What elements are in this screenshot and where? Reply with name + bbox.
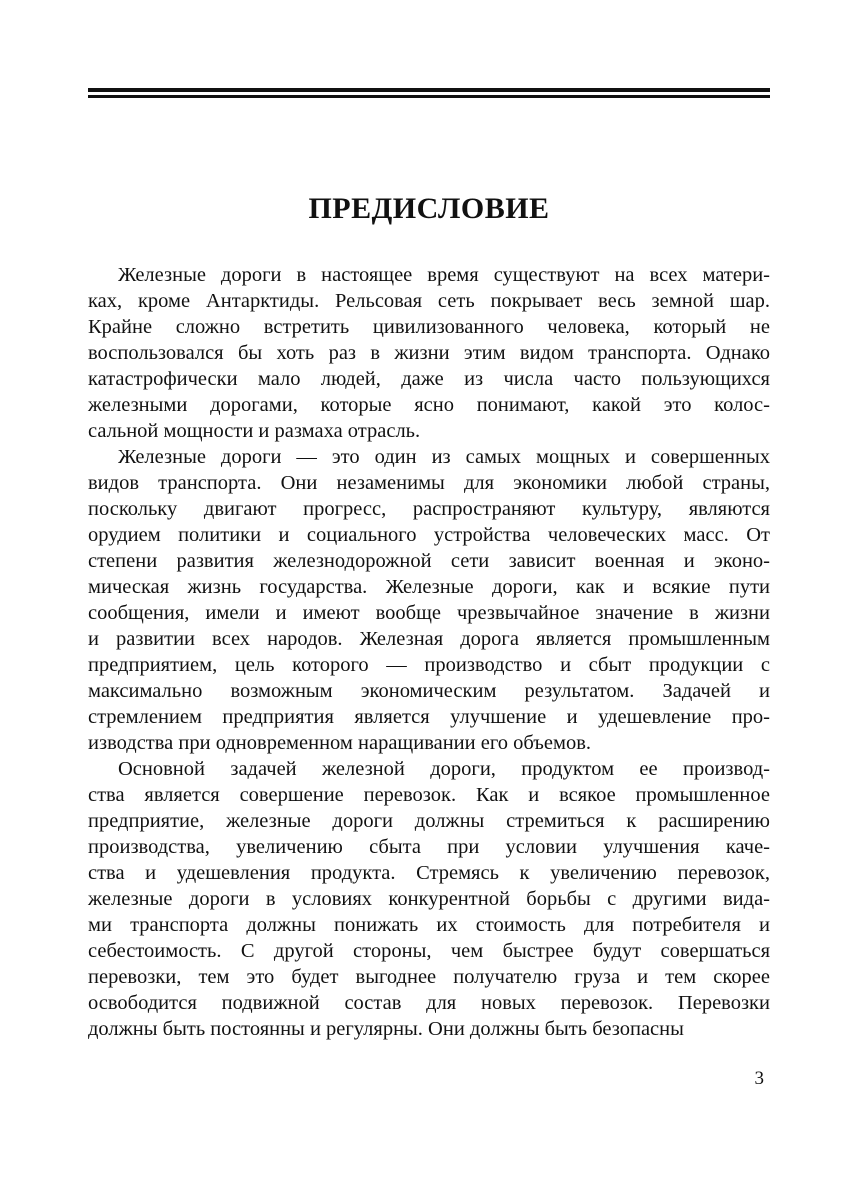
text-line: максимально возможным экономическим результатом. Задачей и: [88, 680, 770, 702]
page-number: 3: [754, 1068, 764, 1089]
page-body: [88, 262, 770, 1042]
text-line: предприятием, цель которого — производство и сбыт продукции с: [88, 654, 770, 676]
text-line: ми транспорта должны понижать их стоимость для потребителя и: [88, 914, 770, 936]
paragraph: [88, 756, 770, 1042]
text-line: Железные дороги в настоящее время существуют на всех матери-: [118, 264, 770, 286]
text-line: Железные дороги — это один из самых мощных и совершенных: [118, 446, 770, 468]
text-line: стремлением предприятия является улучшение и удешевление про-: [88, 706, 770, 728]
text-line: Основной задачей железной дороги, продуктом ее производ-: [118, 758, 770, 780]
text-line: ства является совершение перевозок. Как и всякое промышленное: [88, 784, 770, 806]
text-line: предприятие, железные дороги должны стремиться к расширению: [88, 810, 770, 832]
text-line: видов транспорта. Они незаменимы для экономики любой страны,: [88, 472, 770, 494]
text-line: степени развития железнодорожной сети зависит военная и эконо-: [88, 550, 770, 572]
page-title: ПРЕДИСЛОВИЕ: [308, 192, 550, 225]
top-rule: [88, 88, 770, 98]
text-line: поскольку двигают прогресс, распространяют культуру, являются: [88, 498, 770, 520]
text-line: железными дорогами, которые ясно понимают, какой это колос-: [88, 394, 770, 416]
text-line: освободится подвижной состав для новых перевозок. Перевозки: [88, 992, 770, 1014]
text-line: мическая жизнь государства. Железные дороги, как и всякие пути: [88, 576, 770, 598]
text-line: должны быть постоянны и регулярны. Они должны быть безопасны: [88, 1018, 684, 1040]
text-line: железные дороги в условиях конкурентной борьбы с другими вида-: [88, 888, 770, 910]
paragraph: [88, 262, 770, 444]
text-line: сальной мощности и размаха отрасль.: [88, 420, 421, 442]
text-line: себестоимость. С другой стороны, чем быстрее будут совершаться: [88, 940, 770, 962]
text-line: воспользовался бы хоть раз в жизни этим видом транспорта. Однако: [88, 342, 770, 364]
text-line: Крайне сложно встретить цивилизованного человека, который не: [88, 316, 770, 338]
text-line: производства, увеличению сбыта при условии улучшения каче-: [88, 836, 770, 858]
paragraph: [88, 444, 770, 756]
text-line: ках, кроме Антарктиды. Рельсовая сеть покрывает весь земной шар.: [88, 290, 770, 312]
text-line: перевозки, тем это будет выгоднее получателю груза и тем скорее: [88, 966, 770, 988]
text-line: катастрофически мало людей, даже из числа часто пользующихся: [88, 368, 770, 390]
text-line: орудием политики и социального устройства человеческих масс. От: [88, 524, 770, 546]
text-line: сообщения, имели и имеют вообще чрезвычайное значение в жизни: [88, 602, 770, 624]
text-line: изводства при одновременном наращивании его объемов.: [88, 732, 592, 754]
text-line: и развитии всех народов. Железная дорога является промышленным: [88, 628, 770, 650]
text-line: ства и удешевления продукта. Стремясь к увеличению перевозок,: [88, 862, 770, 884]
